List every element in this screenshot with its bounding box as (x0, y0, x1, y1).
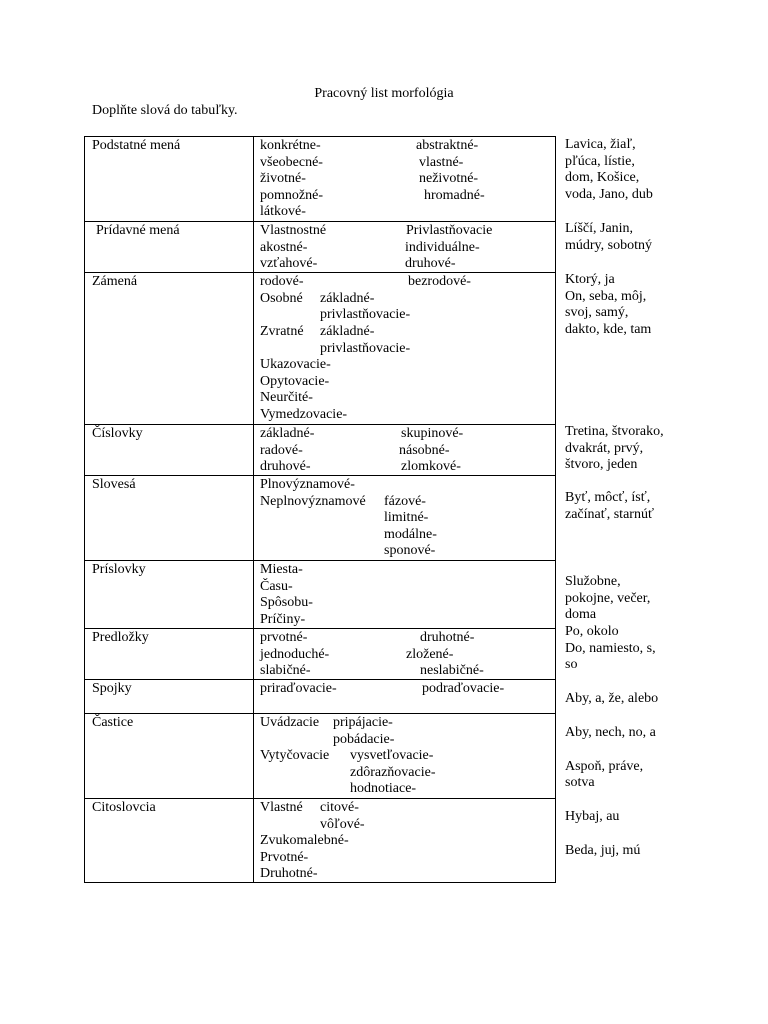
example-line: sotva (565, 775, 595, 790)
subtype: pobádacie- (333, 732, 395, 747)
subtype: základné- (260, 426, 315, 441)
example-line: Tretina, štvorako, (565, 424, 664, 439)
table-row-pridavne-mena (85, 222, 556, 273)
subtype: Času- (260, 579, 293, 594)
subtype: Zvukomalebné- (260, 833, 349, 848)
table-row-spojky (85, 680, 556, 714)
example-line: pľúca, lístie, (565, 153, 635, 169)
subtypes-cell (254, 273, 556, 425)
subtype: abstraktné- (416, 138, 479, 153)
example-line: Aby, nech, no, a (565, 725, 656, 740)
table-row-predlozky (85, 629, 556, 680)
subtype: vzťahové- (260, 256, 318, 271)
examples-zamena (565, 272, 765, 338)
example-line: so (565, 657, 578, 672)
category-label: Číslovky (92, 426, 143, 441)
category-label: Častice (92, 715, 134, 730)
example-line: svoj, samý, (565, 305, 629, 320)
instruction-text: Doplňte slová do tabuľky. (92, 103, 238, 118)
subtypes-cell (254, 137, 556, 222)
subtypes-cell (254, 561, 556, 629)
subtype: sponové- (384, 543, 436, 558)
example-line: Beda, juj, mú (565, 842, 641, 858)
examples-spojky (565, 691, 765, 708)
subtype: základné- (320, 324, 375, 339)
subtype: Plnovýznamové- (260, 477, 355, 492)
worksheet-title: Pracovný list morfológia (314, 86, 454, 101)
category-label: Príslovky (92, 562, 146, 577)
subtype: Vytyčovacie (260, 748, 330, 763)
subtype: bezrodové- (408, 274, 471, 289)
subtypes-cell (254, 425, 556, 476)
example-line: Hybaj, au (565, 809, 620, 824)
example-line: Ktorý, ja (565, 272, 615, 287)
subtype: neslabičné- (420, 663, 484, 678)
table-row-podstatne-mena (85, 137, 556, 222)
subtype: násobné- (399, 443, 450, 458)
subtype: druhové- (260, 459, 311, 474)
category-label: Slovesá (92, 477, 136, 492)
subtype: hromadné- (424, 188, 485, 203)
subtype: neživotné- (419, 171, 479, 186)
subtype: podraďovacie- (422, 681, 505, 696)
subtype: vlastné- (419, 155, 464, 170)
subtype: vôľové- (320, 817, 365, 832)
morphology-table (84, 136, 556, 883)
subtype: druhotné- (420, 630, 475, 645)
subtype: prvotné- (260, 630, 308, 645)
example-line: dom, Košice, (565, 170, 640, 185)
examples-cislovky (565, 424, 765, 474)
example-line: dakto, kde, tam (565, 321, 652, 337)
table-row-castice (85, 714, 556, 799)
subtype: všeobecné- (260, 155, 323, 170)
subtypes-cell (254, 680, 556, 714)
example-line: doma (565, 607, 597, 622)
subtype: slabičné- (260, 663, 311, 678)
subtype: individuálne- (405, 240, 480, 255)
subtypes-cell (254, 476, 556, 561)
subtype: Druhotné- (260, 866, 318, 881)
example-line: Líščí, Janin, (565, 221, 634, 236)
subtype: modálne- (384, 527, 437, 542)
subtype: vysvetľovacie- (350, 748, 434, 763)
subtype: jednoduché- (260, 647, 330, 662)
table-row-cislovky (85, 425, 556, 476)
subtype: zlomkové- (401, 459, 461, 474)
subtypes-cell (254, 222, 556, 273)
category-label: Citoslovcia (92, 800, 156, 815)
example-line: Po, okolo (565, 624, 619, 639)
subtype: Uvádzacie (260, 715, 320, 730)
subtype: priraďovacie- (260, 681, 337, 696)
examples-prislovky (565, 574, 765, 624)
subtype: Vlastnostné (260, 223, 327, 238)
example-line: začínať, starnúť (565, 506, 654, 522)
example-line: dvakrát, prvý, (565, 440, 644, 456)
examples-citoslovcia (565, 809, 765, 859)
subtype: privlastňovacie- (320, 307, 411, 322)
subtypes-cell (254, 799, 556, 883)
subtype: Neurčité- (260, 390, 313, 405)
subtype: skupinové- (401, 426, 464, 441)
example-line: múdry, sobotný (565, 237, 652, 253)
examples-podstatne-mena (565, 137, 765, 203)
subtype: pomnožné- (260, 188, 323, 203)
subtype: Spôsobu- (260, 595, 313, 610)
category-label: Zámená (92, 274, 138, 289)
category-label: Prídavné mená (96, 223, 180, 238)
example-line: Aspoň, práve, (565, 758, 644, 774)
example-line: štvoro, jeden (565, 457, 638, 472)
subtype: akostné- (260, 240, 308, 255)
subtype: rodové- (260, 274, 304, 289)
example-line: voda, Jano, dub (565, 186, 653, 202)
example-line: Byť, môcť, ísť, (565, 490, 651, 505)
subtype: konkrétne- (260, 138, 321, 153)
subtype: Opytovacie- (260, 374, 330, 389)
subtype: zdôrazňovacie- (350, 765, 436, 780)
subtype: látkové- (260, 204, 306, 219)
subtype: druhové- (405, 256, 456, 271)
category-label: Predložky (92, 630, 149, 645)
subtype: limitné- (384, 510, 429, 525)
example-line: Služobne, (565, 574, 621, 589)
subtype: životné- (260, 171, 306, 186)
subtype: Prvotné- (260, 850, 309, 865)
table-row-prislovky (85, 561, 556, 629)
examples-pridavne-mena (565, 221, 765, 254)
subtype: zložené- (406, 647, 454, 662)
subtype: Príčiny- (260, 612, 306, 627)
category-label: Podstatné mená (92, 138, 181, 153)
subtypes-cell (254, 629, 556, 680)
subtypes-cell (254, 714, 556, 799)
subtype: pripájacie- (333, 715, 393, 730)
subtype: Privlastňovacie (406, 223, 493, 238)
examples-castice (565, 725, 765, 792)
subtype: Neplnovýznamové (260, 494, 366, 509)
subtype: fázové- (384, 494, 426, 509)
examples-slovesa (565, 490, 765, 523)
subtype: Zvratné (260, 324, 304, 339)
subtype: základné- (320, 291, 375, 306)
example-line: Aby, a, že, alebo (565, 691, 659, 706)
subtype: Vlastné (260, 800, 303, 815)
examples-predlozky (565, 624, 765, 674)
example-line: Lavica, žiaľ, (565, 137, 636, 152)
example-line: Do, namiesto, s, (565, 640, 656, 656)
table-row-citoslovcia (85, 799, 556, 883)
category-label: Spojky (92, 681, 132, 696)
subtype: citové- (320, 800, 359, 815)
subtype: Vymedzovacie- (260, 407, 348, 422)
example-line: pokojne, večer, (565, 590, 651, 606)
subtype: Osobné (260, 291, 303, 306)
example-line: On, seba, môj, (565, 288, 647, 304)
subtype: Ukazovacie- (260, 357, 331, 372)
subtype: radové- (260, 443, 303, 458)
table-row-slovesa (85, 476, 556, 561)
table-row-zamena (85, 273, 556, 425)
subtype: Miesta- (260, 562, 303, 577)
subtype: privlastňovacie- (320, 341, 411, 356)
subtype: hodnotiace- (350, 781, 417, 796)
